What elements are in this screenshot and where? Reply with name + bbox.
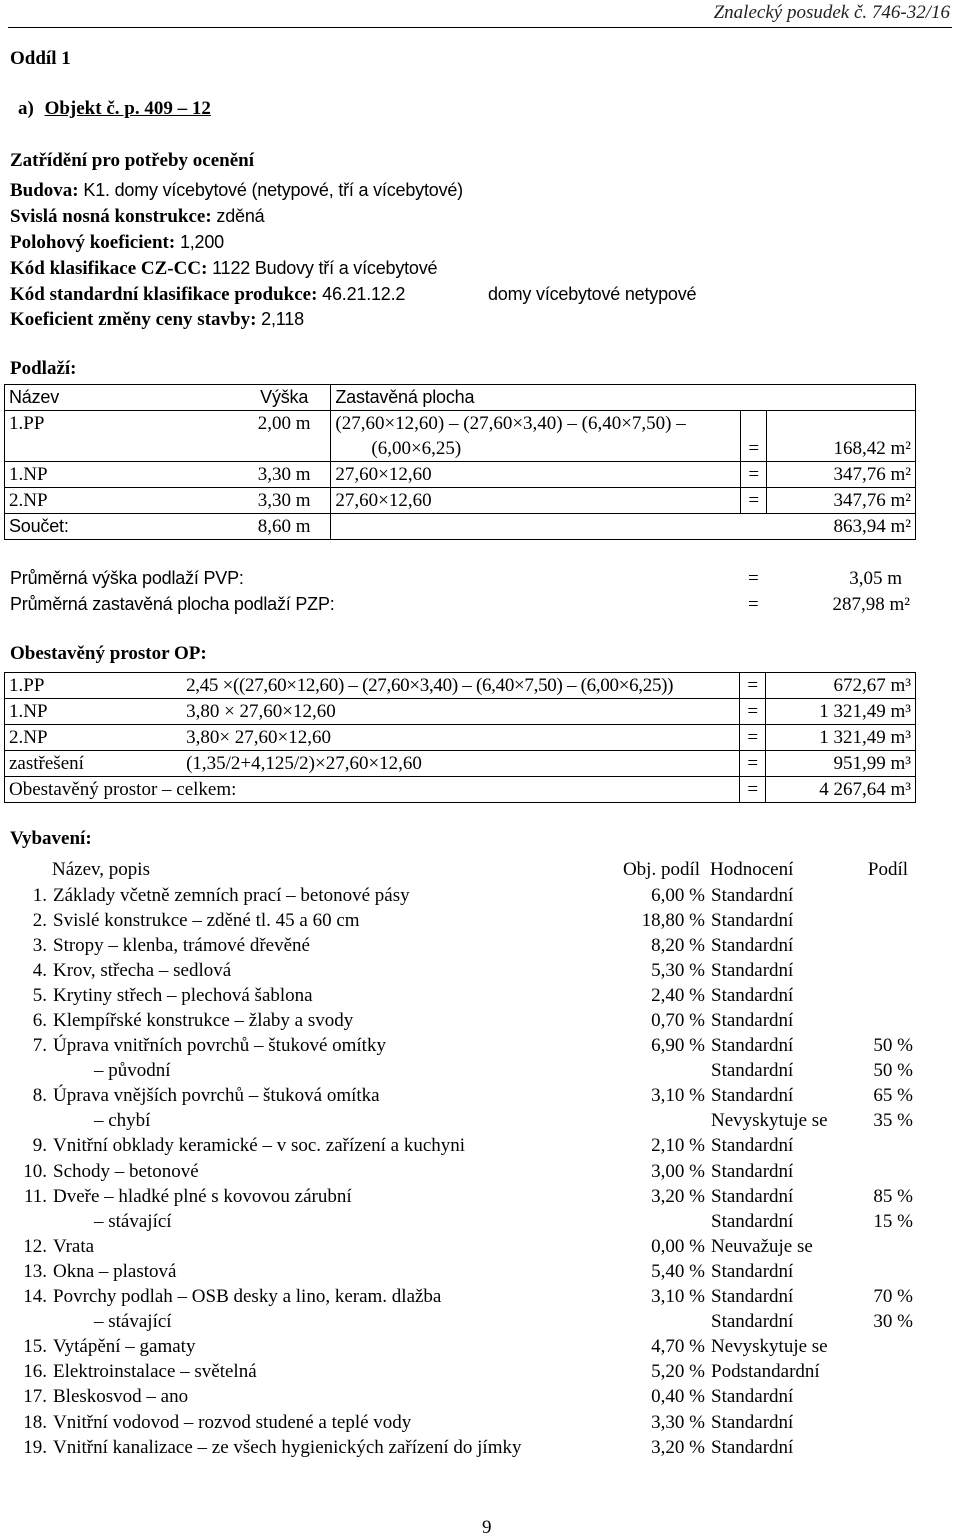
equip-share <box>596 1209 708 1234</box>
equip-col-part: Podíl <box>867 859 908 880</box>
volume-row <box>5 725 916 751</box>
coef-line <box>10 309 304 331</box>
equip-part: 35 % <box>873 1110 913 1132</box>
equip-share: 2,10 % <box>651 1135 705 1157</box>
equip-name: Dveře – hladké plné s kovovou zárubní <box>53 1185 352 1207</box>
volume-result: 1 321,49 m³ <box>766 725 916 751</box>
equip-rating: Standardní <box>711 934 794 956</box>
object-prefix: a) <box>18 98 34 119</box>
equipment-row <box>12 1084 916 1109</box>
equip-share: 6,00 % <box>651 884 705 906</box>
equip-col-rating: Hodnocení <box>710 859 794 880</box>
equipment-row <box>12 1410 916 1435</box>
equipment-row <box>12 1435 916 1460</box>
floor-row <box>5 488 916 514</box>
equip-part <box>860 1435 916 1460</box>
equip-share <box>596 1109 708 1134</box>
equip-number <box>12 1059 50 1084</box>
equip-part <box>860 883 916 908</box>
volume-name: 1.PP <box>5 673 183 699</box>
equip-number: 3. <box>32 934 47 956</box>
cpa-line <box>10 284 405 306</box>
equip-rating: Standardní <box>711 1210 794 1232</box>
floor-name: 1.PP <box>5 411 238 437</box>
equip-part: 50 % <box>873 1035 913 1057</box>
col-name: Název <box>5 385 238 411</box>
equip-part: 30 % <box>873 1311 913 1333</box>
equipment-row <box>12 983 916 1008</box>
equipment-row <box>12 1159 916 1184</box>
volume-name: zastřešení <box>5 751 183 777</box>
equip-number: 6. <box>32 1010 47 1032</box>
equip-col-share: Obj. podíl <box>622 859 700 880</box>
document-header: Znalecký posudek č. 746-32/16 <box>713 2 950 23</box>
floor-result: 347,76 m² <box>767 488 916 514</box>
equip-name: Svislé konstrukce – zděné tl. 45 a 60 cm <box>53 909 360 931</box>
volume-formula: 2,45 ×((27,60×12,60) – (27,60×3,40) – (6,40×7,50) – (6,00×6,25)) <box>182 673 740 699</box>
equip-name: Vnitřní obklady keramické – v soc. zařízení a kuchyni <box>53 1135 466 1157</box>
equip-rating: Standardní <box>711 1160 794 1182</box>
equip-rating: Standardní <box>711 1411 794 1433</box>
col-height: Výška <box>238 385 331 411</box>
equip-name: – stávající <box>94 1311 172 1333</box>
equip-part <box>860 1159 916 1184</box>
equipment-row <box>12 1109 916 1134</box>
equip-name: Krov, střecha – sedlová <box>53 959 232 981</box>
pvp-value: 3,05 m <box>849 568 902 589</box>
equip-part <box>860 958 916 983</box>
equip-share: 2,40 % <box>651 984 705 1006</box>
position-line <box>10 232 224 254</box>
equipment-row <box>12 1209 916 1234</box>
coef-label: Koeficient změny ceny stavby: <box>10 309 257 330</box>
equip-share: 0,70 % <box>651 1010 705 1032</box>
equip-share: 6,90 % <box>651 1035 705 1057</box>
volume-total-row <box>5 777 916 803</box>
object-label: Objekt č. p. 409 – 12 <box>44 98 211 119</box>
czcc-line <box>10 258 437 280</box>
equipment-row <box>12 1134 916 1159</box>
equip-rating: Standardní <box>711 1060 794 1082</box>
equip-rating: Standardní <box>711 1260 794 1282</box>
equip-number: 12. <box>23 1235 47 1257</box>
pzp-value: 287,98 m² <box>832 594 910 615</box>
equip-rating: Standardní <box>711 909 794 931</box>
equip-name: Vnitřní vodovod – rozvod studené a teplé vody <box>53 1411 412 1433</box>
equip-rating: Nevyskytuje se <box>711 1336 828 1358</box>
equipment-row <box>12 958 916 983</box>
volume-result: 951,99 m³ <box>766 751 916 777</box>
equip-part: 15 % <box>873 1210 913 1232</box>
position-value: 1,200 <box>179 232 224 252</box>
equip-name: Povrchy podlah – OSB desky a lino, keram. dlažba <box>53 1286 442 1308</box>
equip-share: 3,30 % <box>651 1411 705 1433</box>
floor-name: 2.NP <box>5 488 238 514</box>
equip-name: – chybí <box>94 1110 151 1132</box>
equip-rating: Nevyskytuje se <box>711 1110 828 1132</box>
equip-number: 15. <box>23 1336 47 1358</box>
equip-name: Úprava vnějších povrchů – štuková omítka <box>53 1085 380 1107</box>
floors-table <box>4 384 916 540</box>
equip-part <box>860 1008 916 1033</box>
volume-row <box>5 673 916 699</box>
sum-label: Součet: <box>5 514 238 540</box>
sum-height: 8,60 m <box>238 514 331 540</box>
equip-number <box>12 1209 50 1234</box>
building-line <box>10 180 463 202</box>
equip-share: 4,70 % <box>651 1336 705 1358</box>
equip-part <box>860 1410 916 1435</box>
equipment-row <box>12 1008 916 1033</box>
equip-name: Schody – betonové <box>53 1160 199 1182</box>
equals-sign: = <box>741 488 767 514</box>
czcc-value: 1122 Budovy tří a vícebytové <box>212 258 438 278</box>
volume-formula: (1,35/2+4,125/2)×27,60×12,60 <box>182 751 740 777</box>
equip-share <box>596 1059 708 1084</box>
equip-rating: Standardní <box>711 1010 794 1032</box>
floor-formula: (27,60×12,60) – (27,60×3,40) – (6,40×7,50) – <box>331 411 741 437</box>
equip-part: 65 % <box>873 1085 913 1107</box>
volume-result: 672,67 m³ <box>766 673 916 699</box>
floor-formula-cont: (6,00×6,25) <box>331 436 741 462</box>
equip-number: 8. <box>32 1085 47 1107</box>
equipment-row <box>12 1335 916 1360</box>
volume-total-label: Obestavěný prostor – celkem: <box>5 777 740 803</box>
equip-number <box>12 1109 50 1134</box>
equals-sign: = <box>740 725 766 751</box>
equip-rating: Standardní <box>711 1085 794 1107</box>
equip-name: Elektroinstalace – světelná <box>53 1361 257 1383</box>
equipment-row <box>12 1285 916 1310</box>
volume-name: 2.NP <box>5 725 183 751</box>
equip-name: Základy včetně zemních prací – betonové pásy <box>53 884 410 906</box>
equipment-row <box>12 883 916 908</box>
czcc-label: Kód klasifikace CZ-CC: <box>10 258 208 279</box>
classification-heading: Zatřídění pro potřeby ocenění <box>10 150 255 171</box>
equipment-table <box>12 883 916 1460</box>
equip-share: 3,00 % <box>651 1160 705 1182</box>
equip-number: 5. <box>32 984 47 1006</box>
floor-formula: 27,60×12,60 <box>331 462 741 488</box>
equip-number: 9. <box>32 1135 47 1157</box>
cpa-label: Kód standardní klasifikace produkce: <box>10 284 318 305</box>
equip-part <box>860 1335 916 1360</box>
pzp-label: Průměrná zastavěná plocha podlaží PZP: <box>10 594 335 614</box>
equip-number: 7. <box>32 1035 47 1057</box>
volume-name: 1.NP <box>5 699 183 725</box>
floor-height: 3,30 m <box>238 488 331 514</box>
page-number: 9 <box>482 1517 492 1538</box>
floor-row <box>5 462 916 488</box>
equip-part <box>860 1385 916 1410</box>
floor-row <box>5 411 916 437</box>
volume-row <box>5 699 916 725</box>
equals-sign: = <box>740 751 766 777</box>
equipment-row <box>12 1234 916 1259</box>
equip-number: 13. <box>23 1260 47 1282</box>
cpa-value: 46.21.12.2 <box>322 284 406 304</box>
equipment-row <box>12 1259 916 1284</box>
building-label: Budova: <box>10 180 79 201</box>
volume-heading: Obestavěný prostor OP: <box>10 643 207 664</box>
equip-number: 18. <box>23 1411 47 1433</box>
equip-name: Stropy – klenba, trámové dřevěné <box>53 934 310 956</box>
equipment-row <box>12 1059 916 1084</box>
equipment-row <box>12 1034 916 1059</box>
equals-sign: = <box>741 462 767 488</box>
equip-part <box>860 908 916 933</box>
equip-name: Úprava vnitřních povrchů – štukové omítky <box>53 1035 386 1057</box>
equip-part <box>860 1134 916 1159</box>
section-title: Oddíl 1 <box>10 48 71 69</box>
equip-part <box>860 1259 916 1284</box>
equip-col-name: Název, popis <box>52 859 150 880</box>
sum-result: 863,94 m² <box>331 514 916 540</box>
equip-share: 3,10 % <box>651 1085 705 1107</box>
volume-total-result: 4 267,64 m³ <box>766 777 916 803</box>
equip-number: 14. <box>23 1286 47 1308</box>
equip-part <box>860 983 916 1008</box>
floor-result: 168,42 m² <box>767 436 916 462</box>
floor-height: 3,30 m <box>238 462 331 488</box>
equip-name: Bleskosvod – ano <box>53 1386 189 1408</box>
equip-rating: Standardní <box>711 959 794 981</box>
equip-part <box>860 1360 916 1385</box>
equip-rating: Standardní <box>711 1311 794 1333</box>
equip-part: 70 % <box>873 1286 913 1308</box>
floor-name: 1.NP <box>5 462 238 488</box>
equip-name: Vnitřní kanalizace – ze všech hygienických zařízení do jímky <box>53 1436 522 1458</box>
equals-sign: = <box>740 699 766 725</box>
coef-value: 2,118 <box>261 309 304 329</box>
equip-share: 0,00 % <box>651 1235 705 1257</box>
equip-number: 16. <box>23 1361 47 1383</box>
equip-share: 5,40 % <box>651 1260 705 1282</box>
equipment-row <box>12 908 916 933</box>
object-heading <box>18 98 211 120</box>
equip-rating: Standardní <box>711 884 794 906</box>
equip-part <box>860 1234 916 1259</box>
equip-number: 10. <box>23 1160 47 1182</box>
equip-rating: Standardní <box>711 1035 794 1057</box>
equip-part: 85 % <box>873 1185 913 1207</box>
equip-rating: Podstandardní <box>711 1361 820 1383</box>
equipment-row <box>12 1360 916 1385</box>
equip-rating: Standardní <box>711 1386 794 1408</box>
equip-share <box>596 1310 708 1335</box>
pzp-equals: = <box>748 594 759 615</box>
pvp-label: Průměrná výška podlaží PVP: <box>10 568 244 588</box>
equip-number: 19. <box>23 1436 47 1458</box>
equip-name: Okna – plastová <box>53 1260 177 1282</box>
structure-label: Svislá nosná konstrukce: <box>10 206 212 227</box>
header-divider <box>8 27 952 28</box>
equip-number: 1. <box>32 884 47 906</box>
equip-share: 3,20 % <box>651 1436 705 1458</box>
equip-name: Klempířské konstrukce – žlaby a svody <box>53 1010 354 1032</box>
equip-share: 5,30 % <box>651 959 705 981</box>
pvp-equals: = <box>748 568 759 589</box>
floors-heading: Podlaží: <box>10 358 77 379</box>
equals-sign: = <box>741 436 767 462</box>
equip-number: 2. <box>32 909 47 931</box>
equip-rating: Standardní <box>711 1286 794 1308</box>
equipment-row <box>12 1310 916 1335</box>
floor-result: 347,76 m² <box>767 462 916 488</box>
equals-sign: = <box>740 673 766 699</box>
equip-name: Vytápění – gamaty <box>53 1336 196 1358</box>
equip-number: 4. <box>32 959 47 981</box>
equipment-heading: Vybavení: <box>10 828 92 849</box>
volume-formula: 3,80 × 27,60×12,60 <box>182 699 740 725</box>
equip-rating: Standardní <box>711 1135 794 1157</box>
floors-header-row <box>5 385 916 411</box>
equip-number: 17. <box>23 1386 47 1408</box>
equip-rating: Standardní <box>711 984 794 1006</box>
building-value: K1. domy vícebytové (netypové, tří a vícebytové) <box>83 180 463 200</box>
equip-name: – stávající <box>94 1210 172 1232</box>
equipment-row <box>12 1184 916 1209</box>
col-area: Zastavěná plocha <box>331 385 916 411</box>
equip-share: 8,20 % <box>651 934 705 956</box>
equip-rating: Neuvažuje se <box>711 1235 813 1257</box>
equals-sign: = <box>740 777 766 803</box>
floor-sum-row <box>5 514 916 540</box>
equip-part <box>860 933 916 958</box>
equipment-row <box>12 1385 916 1410</box>
cpa-description: domy vícebytové netypové <box>488 284 697 304</box>
floor-height: 2,00 m <box>238 411 331 437</box>
floor-row-cont <box>5 436 916 462</box>
volume-formula: 3,80× 27,60×12,60 <box>182 725 740 751</box>
equip-share: 3,20 % <box>651 1185 705 1207</box>
volume-row <box>5 751 916 777</box>
equip-share: 0,40 % <box>651 1386 705 1408</box>
equip-name: – původní <box>94 1060 171 1082</box>
volume-table <box>4 672 916 803</box>
equip-share: 18,80 % <box>641 909 705 931</box>
equipment-row <box>12 933 916 958</box>
equip-number <box>12 1310 50 1335</box>
equip-name: Vrata <box>53 1235 95 1257</box>
structure-line <box>10 206 264 228</box>
equip-number: 11. <box>23 1185 47 1207</box>
equip-share: 5,20 % <box>651 1361 705 1383</box>
equip-part: 50 % <box>873 1060 913 1082</box>
equip-rating: Standardní <box>711 1185 794 1207</box>
equip-share: 3,10 % <box>651 1286 705 1308</box>
position-label: Polohový koeficient: <box>10 232 176 253</box>
structure-value: zděná <box>216 206 265 226</box>
equip-name: Krytiny střech – plechová šablona <box>53 984 313 1006</box>
volume-result: 1 321,49 m³ <box>766 699 916 725</box>
equip-rating: Standardní <box>711 1436 794 1458</box>
floor-formula: 27,60×12,60 <box>331 488 741 514</box>
